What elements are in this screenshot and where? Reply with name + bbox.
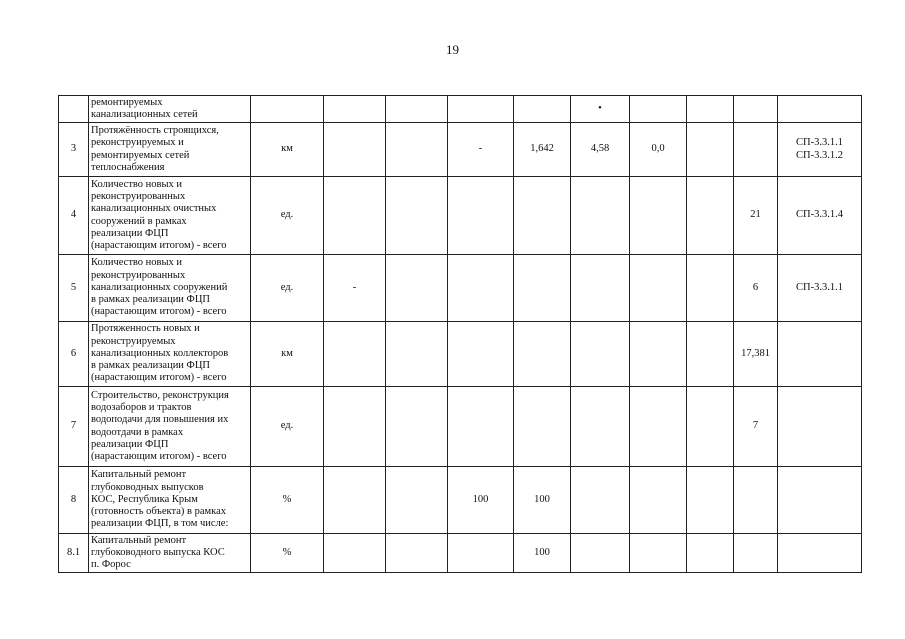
table-row <box>59 96 862 123</box>
value-cell <box>386 96 448 123</box>
value-cell <box>630 387 687 467</box>
value-cell: 21 <box>734 177 778 255</box>
unit-cell: % <box>251 467 324 534</box>
value-cell <box>324 123 386 177</box>
value-cell <box>630 467 687 534</box>
indicator-name-line: ремонтируемых сетей <box>91 149 190 161</box>
value-cell <box>386 322 448 387</box>
value-cell: 100 <box>448 467 514 534</box>
row-number: 5 <box>59 255 89 322</box>
row-number: 7 <box>59 387 89 467</box>
value-cell: • <box>571 96 630 123</box>
row-number: 6 <box>59 322 89 387</box>
value-cell <box>687 123 734 177</box>
indicator-name-line: Количество новых и <box>91 178 183 190</box>
indicator-name-line: сооружений в рамках <box>91 215 187 227</box>
value-cell <box>571 255 630 322</box>
indicator-name-line: водоотдачи в рамках <box>91 426 184 438</box>
value-cell: - <box>448 123 514 177</box>
value-cell <box>324 177 386 255</box>
value-cell <box>386 387 448 467</box>
value-cell: 4,58 <box>571 123 630 177</box>
indicator-name <box>89 177 251 255</box>
value-cell: - <box>324 255 386 322</box>
value-cell <box>324 467 386 534</box>
unit-cell: ед. <box>251 387 324 467</box>
indicator-name-line: (нарастающим итогом) - всего <box>91 306 227 318</box>
page-number: 19 <box>446 42 459 57</box>
value-cell <box>514 387 571 467</box>
indicator-name-line: КОС, Республика Крым <box>91 493 198 505</box>
value-cell: 100 <box>514 467 571 534</box>
indicator-name-line: п. Форос <box>91 559 131 571</box>
indicator-name <box>89 96 251 123</box>
program-code: СП-3.3.1.4 <box>796 209 843 221</box>
unit-cell <box>251 96 324 123</box>
value-cell <box>734 123 778 177</box>
unit-cell: км <box>251 123 324 177</box>
table-row <box>59 123 862 177</box>
value-cell <box>571 467 630 534</box>
value-cell <box>687 387 734 467</box>
indicator-name-line: в рамках реализации ФЦП <box>91 360 211 372</box>
indicator-name-line: реализации ФЦП <box>91 438 169 450</box>
value-cell: 100 <box>514 534 571 573</box>
indicator-name-line: канализационных очистных <box>91 203 217 215</box>
indicator-name-line: канализационных сооружений <box>91 281 228 293</box>
row-number: 8 <box>59 467 89 534</box>
value-cell <box>386 123 448 177</box>
value-cell: 17,381 <box>734 322 778 387</box>
indicator-name <box>89 534 251 573</box>
table-row <box>59 322 862 387</box>
row-number: 8.1 <box>59 534 89 573</box>
program-code: СП-3.3.1.1 <box>796 281 843 293</box>
unit-cell: ед. <box>251 177 324 255</box>
value-cell <box>386 534 448 573</box>
indicator-name-line: (нарастающим итогом) - всего <box>91 372 227 384</box>
value-cell <box>630 255 687 322</box>
program-code-cell <box>778 255 862 322</box>
value-cell <box>386 177 448 255</box>
value-cell <box>386 255 448 322</box>
value-cell <box>386 467 448 534</box>
indicator-name <box>89 255 251 322</box>
program-code: СП-3.3.1.1 <box>796 137 843 149</box>
value-cell <box>448 255 514 322</box>
indicator-name-line: в рамках реализации ФЦП <box>91 294 211 306</box>
table-row <box>59 255 862 322</box>
indicator-name-line: (нарастающим итогом) - всего <box>91 239 227 251</box>
indicator-name <box>89 387 251 467</box>
row-number <box>59 96 89 123</box>
unit-cell: ед. <box>251 255 324 322</box>
value-cell <box>514 255 571 322</box>
value-cell <box>448 534 514 573</box>
indicator-name-line: реконструируемых и <box>91 137 184 149</box>
value-cell <box>630 96 687 123</box>
value-cell <box>571 387 630 467</box>
indicator-name-line: Количество новых и <box>91 257 183 269</box>
value-cell <box>324 96 386 123</box>
table-row <box>59 177 862 255</box>
indicator-name-line: водозаборов и трактов <box>91 402 192 414</box>
indicator-name-line: реконструированных <box>91 269 186 281</box>
indicator-name-line: канализационных сетей <box>91 109 198 120</box>
value-cell <box>571 534 630 573</box>
program-code-cell <box>778 123 862 177</box>
value-cell: 1,642 <box>514 123 571 177</box>
value-cell <box>514 177 571 255</box>
program-code-cell <box>778 96 862 123</box>
value-cell <box>571 322 630 387</box>
value-cell <box>514 96 571 123</box>
value-cell <box>324 534 386 573</box>
table-row <box>59 387 862 467</box>
value-cell <box>324 387 386 467</box>
row-number: 4 <box>59 177 89 255</box>
value-cell <box>687 255 734 322</box>
program-code: СП-3.3.1.2 <box>796 149 843 161</box>
value-cell <box>324 322 386 387</box>
indicator-name-line: (нарастающим итогом) - всего <box>91 450 227 462</box>
program-code-cell <box>778 322 862 387</box>
indicator-name-line: реализации ФЦП <box>91 227 169 239</box>
unit-cell: % <box>251 534 324 573</box>
indicator-name-line: теплоснабжения <box>91 161 165 173</box>
value-cell <box>734 467 778 534</box>
value-cell: 0,0 <box>630 123 687 177</box>
indicator-name-line: Капитальный ремонт <box>91 534 187 546</box>
indicator-name-line: глубоководного выпуска КОС <box>91 546 225 558</box>
indicator-name-line: Протяженность новых и <box>91 323 200 335</box>
value-cell <box>448 322 514 387</box>
indicator-name-line: водоподачи для повышения их <box>91 414 229 426</box>
indicator-name-line: ремонтируемых <box>91 96 163 108</box>
indicator-name-line: (готовность объекта) в рамках <box>91 506 226 518</box>
indicator-name-line: реконструируемых <box>91 335 176 347</box>
program-code-cell <box>778 467 862 534</box>
indicator-name <box>89 322 251 387</box>
indicator-name <box>89 467 251 534</box>
indicator-name <box>89 123 251 177</box>
indicator-name-line: канализационных коллекторов <box>91 347 229 359</box>
value-cell <box>687 322 734 387</box>
program-code-cell <box>778 534 862 573</box>
value-cell <box>687 177 734 255</box>
value-cell <box>514 322 571 387</box>
value-cell <box>687 96 734 123</box>
value-cell <box>687 467 734 534</box>
table-row <box>59 534 862 573</box>
value-cell <box>734 96 778 123</box>
unit-cell: км <box>251 322 324 387</box>
value-cell <box>448 177 514 255</box>
indicator-name-line: Строительство, реконструкция <box>91 389 229 401</box>
indicator-name-line: реконструированных <box>91 191 186 203</box>
value-cell <box>687 534 734 573</box>
indicator-name-line: реализации ФЦП, в том числе: <box>91 518 229 530</box>
row-number: 3 <box>59 123 89 177</box>
value-cell <box>448 96 514 123</box>
indicators-table <box>58 95 862 573</box>
value-cell <box>630 322 687 387</box>
value-cell: 6 <box>734 255 778 322</box>
indicator-name-line: Капитальный ремонт <box>91 469 187 481</box>
indicator-name-line: глубоководных выпусков <box>91 481 204 493</box>
table-row <box>59 467 862 534</box>
value-cell <box>571 177 630 255</box>
value-cell <box>734 534 778 573</box>
indicator-name-line: Протяжённость строящихся, <box>91 125 219 137</box>
program-code-cell <box>778 387 862 467</box>
value-cell <box>630 534 687 573</box>
value-cell <box>630 177 687 255</box>
value-cell: 7 <box>734 387 778 467</box>
value-cell <box>448 387 514 467</box>
program-code-cell <box>778 177 862 255</box>
